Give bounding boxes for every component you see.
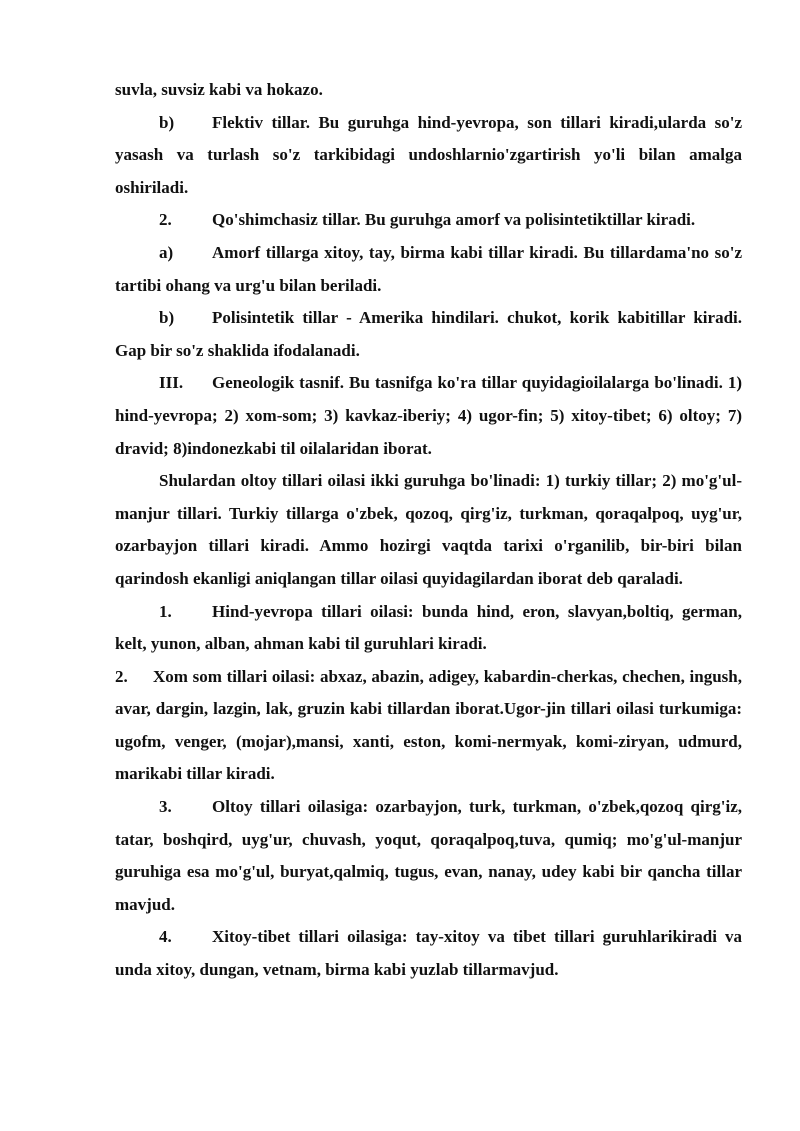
list-label: 3. — [159, 797, 172, 817]
list-label: 1. — [159, 601, 172, 621]
paragraph-text: Amorf tillarga xitoy, tay, birma kabi tillar kiradi. Bu tillardama'no so'z tartibi ohang va urg'u bilan beriladi. — [115, 242, 742, 295]
paragraph-text: Geneologik tasnif. Bu tasnifga ko'ra tillar quyidagioilalarga bo'linadi. 1) hind-yevropa; 2) xom-som; 3) kavkaz-iberiy; 4) ugor-fin; 5) xitoy-tibet; 6) oltoy; 7) dravid; 8)indonezkabi til oilalaridan iborat. — [115, 373, 742, 458]
paragraph-text: Polisintetik tillar - Amerika hindilari. chukot, korik kabitillar kiradi. Gap bir so'z shaklida ifodalanadi. — [115, 308, 742, 360]
paragraph-6 — [115, 465, 742, 595]
paragraph-9 — [115, 791, 742, 921]
paragraph-4 — [115, 302, 742, 367]
list-label: 2. — [159, 210, 172, 230]
paragraph-text: Qo'shimchasiz tillar. Bu guruhga amorf va polisintetiktillar kiradi. — [212, 210, 696, 230]
list-label: a) — [159, 242, 174, 262]
paragraph-text: Shulardan oltoy tillari oilasi ikki guruhga bo'linadi: 1) turkiy tillar; 2) mo'g'ul-manjur tillari. Turkiy tillarga o'zbek, qozoq, qirg'iz, turkman, qoraqalpoq, uyg'ur, ozarbayjon tillari kiradi. Ammo hozirgi vaqtda tarixi o'rganilib, bir-biri bilan qarindosh ekanligi aniqlangan tillar oilasi quyidagilardan iborat deb qaraladi. — [115, 471, 742, 588]
list-label: III. — [159, 373, 184, 393]
paragraph-1 — [115, 107, 742, 205]
paragraph-text: Flektiv tillar. Bu guruhga hind-yevropa, son tillari kiradi,ularda so'z yasash va turlash so'z tarkibidagi undoshlarnio'zgartirish yo'li bilan amalga oshiriladi. — [115, 112, 742, 197]
paragraph-text: Oltoy tillari oilasiga: ozarbayjon, turk, turkman, o'zbek,qozoq qirg'iz, tatar, boshqird, uyg'ur, chuvash, yoqut, qoraqalpoq,tuva, qumiq; mo'g'ul-manjur guruhiga esa mo'g'ul, buryat,qalmiq, tugus, evan, nanay, udey kabi bir qancha tillar mavjud. — [115, 797, 742, 914]
list-label: b) — [159, 308, 175, 328]
paragraph-7 — [115, 596, 742, 661]
paragraph-text: Hind-yevropa tillari oilasi: bunda hind, eron, slavyan,boltiq, german, kelt, yunon, alban, ahman kabi til guruhlari kiradi. — [115, 601, 742, 654]
paragraph-text: suvla, suvsiz kabi va hokazo. — [115, 80, 323, 99]
document-page — [115, 74, 742, 987]
paragraph-0 — [115, 74, 742, 107]
list-label: 2. — [115, 666, 128, 686]
list-label: b) — [159, 112, 175, 132]
paragraph-5 — [115, 367, 742, 465]
list-label: 4. — [159, 927, 172, 947]
paragraph-8 — [115, 661, 742, 791]
paragraph-3 — [115, 237, 742, 302]
paragraph-text: Xitoy-tibet tillari oilasiga: tay-xitoy va tibet tillari guruhlarikiradi va unda xitoy, dungan, vetnam, birma kabi yuzlab tillarmavjud. — [115, 927, 742, 980]
paragraph-10 — [115, 921, 742, 986]
paragraph-2 — [115, 204, 742, 237]
paragraph-text: Xom som tillari oilasi: abxaz, abazin, adigey, kabardin-cherkas, chechen, ingush, avar, dargin, lazgin, lak, gruzin kabi tillardan iborat.Ugor-jin tillari oilasi turkumiga: ugofm, venger, (mojar),mansi, xanti, eston, komi-nermyak, komi-ziryan, udmurd, marikabi tillar kiradi. — [115, 666, 742, 784]
